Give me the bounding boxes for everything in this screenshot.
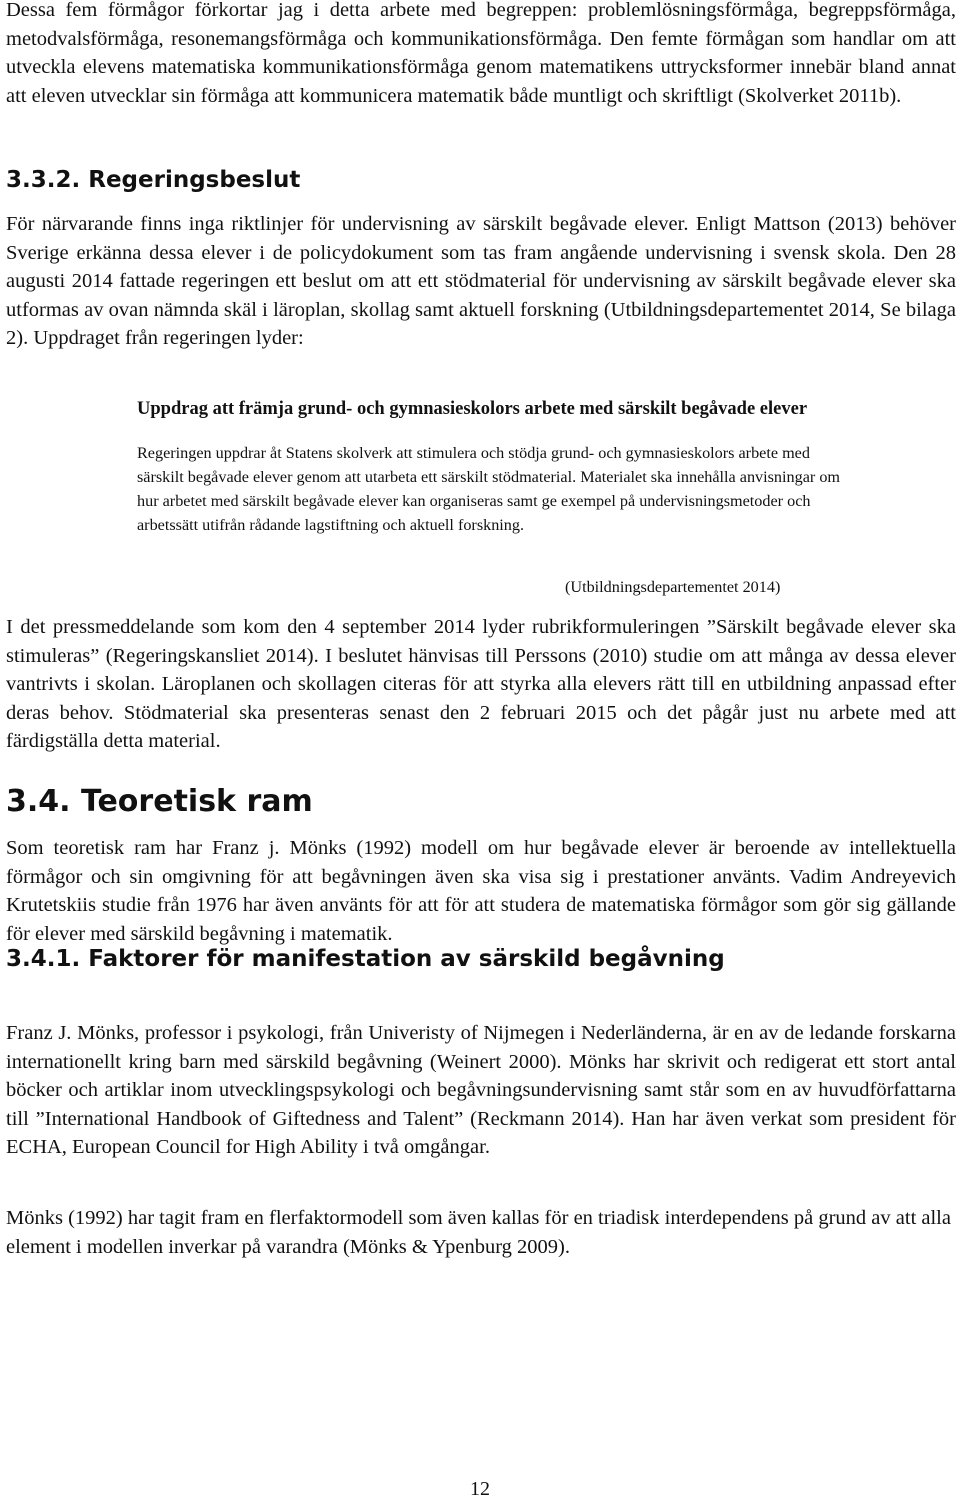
section-heading-regeringsbeslut: 3.3.2. Regeringsbeslut xyxy=(6,167,301,193)
regeringsbeslut-paragraph: För närvarande finns inga riktlinjer för undervisning av särskilt begåvade elever. Enligt Mattson (2013) behöver Sverige erkänna dessa elever i de policydokument som tas fram angående undervisning i svensk skola. Den 28 augusti 2014 fattade regeringen ett beslut om att ett stödmaterial för undervisning av särskilt begåvade elever ska utformas av ovan nämnda skäl i läroplan, skollag samt aktuell forskning (Utbildningsdepartementet 2014, Se bilaga 2). Uppdraget från regeringen lyder: xyxy=(6,213,956,350)
pressmeddelande-paragraph: I det pressmeddelande som kom den 4 september 2014 lyder rubrikformuleringen ”Särskilt begåvade elever ska stimuleras” (Regeringskansliet 2014). I beslutet hänvisas till Perssons (2010) studie om att många av dessa elever vantrivts i skolan. Läroplanen och skollagen citeras för att styrka alla elevers rätt till en utbildning anpassad efter deras behov. Stödmaterial ska presenteras senast den 2 februari 2015 och det pågår just nu arbete med att färdigställa detta material. xyxy=(6,616,956,753)
block-quote xyxy=(137,397,842,537)
intro-paragraph: Dessa fem förmågor förkortar jag i detta arbete med begreppen: problemlösningsförmåga, begreppsförmåga, metodvalsförmåga, resonemangsförmåga och kommunikationsförmåga. Den femte förmågan som handlar om att utveckla elevens matematiska kommunikationsförmåga genom matematikens uttrycksformer innebär bland annat att eleven utvecklar sin förmåga att kommunicera matematik både muntligt och skriftligt (Skolverket 2011b). xyxy=(6,0,956,107)
quote-source: (Utbildningsdepartementet 2014) xyxy=(565,578,781,596)
section-heading-faktorer: 3.4.1. Faktorer för manifestation av särskild begåvning xyxy=(6,946,725,972)
monks-paragraph: Franz J. Mönks, professor i psykologi, från Univeristy of Nijmegen i Nederländerna, är en av de ledande forskarna internationellt kring barn med särskild begåvning (Weinert 2000). Mönks har skrivit och redigerat ett stort antal böcker och artiklar inom utvecklingspsykologi och begåvningsundervisning samt står som en av huvudförfattarna till ”International Handbook of Giftedness and Talent” (Reckmann 2014). Han har även verkat som president för ECHA, European Council for High Ability i två omgångar. xyxy=(6,1022,956,1159)
quote-title: Uppdrag att främja grund- och gymnasieskolors arbete med särskilt begåvade elever xyxy=(137,399,808,419)
page-number: 12 xyxy=(470,1478,490,1500)
monks-model-paragraph: Mönks (1992) har tagit fram en flerfaktormodell som även kallas för en triadisk interdependens på grund av att alla element i modellen inverkar på varandra (Mönks & Ypenburg 2009). xyxy=(6,1207,951,1258)
section-heading-teoretisk-ram: 3.4. Teoretisk ram xyxy=(6,784,313,819)
teoretisk-ram-paragraph: Som teoretisk ram har Franz j. Mönks (1992) modell om hur begåvade elever är beroende av intellektuella förmågor och sin omgivning för att begåvningen även ska visa sig i prestationer använts. Vadim Andreyevich Krutetskiis studie från 1976 har även använts för att för att studera de matematiska förmågor som gör sig gällande för elever med särskild begåvning i matematik. xyxy=(6,837,956,945)
quote-body: Regeringen uppdrar åt Statens skolverk att stimulera och stödja grund- och gymnasieskolors arbete med särskilt begåvade elever genom att utarbeta ett särskilt stödmaterial. Materialet ska innehålla anvisningar om hur arbetet med särskilt begåvade elever kan organiseras samt ge exempel på undervisningsmetoder och arbetssätt utifrån rådande lagstiftning och aktuell forskning. xyxy=(137,444,841,534)
